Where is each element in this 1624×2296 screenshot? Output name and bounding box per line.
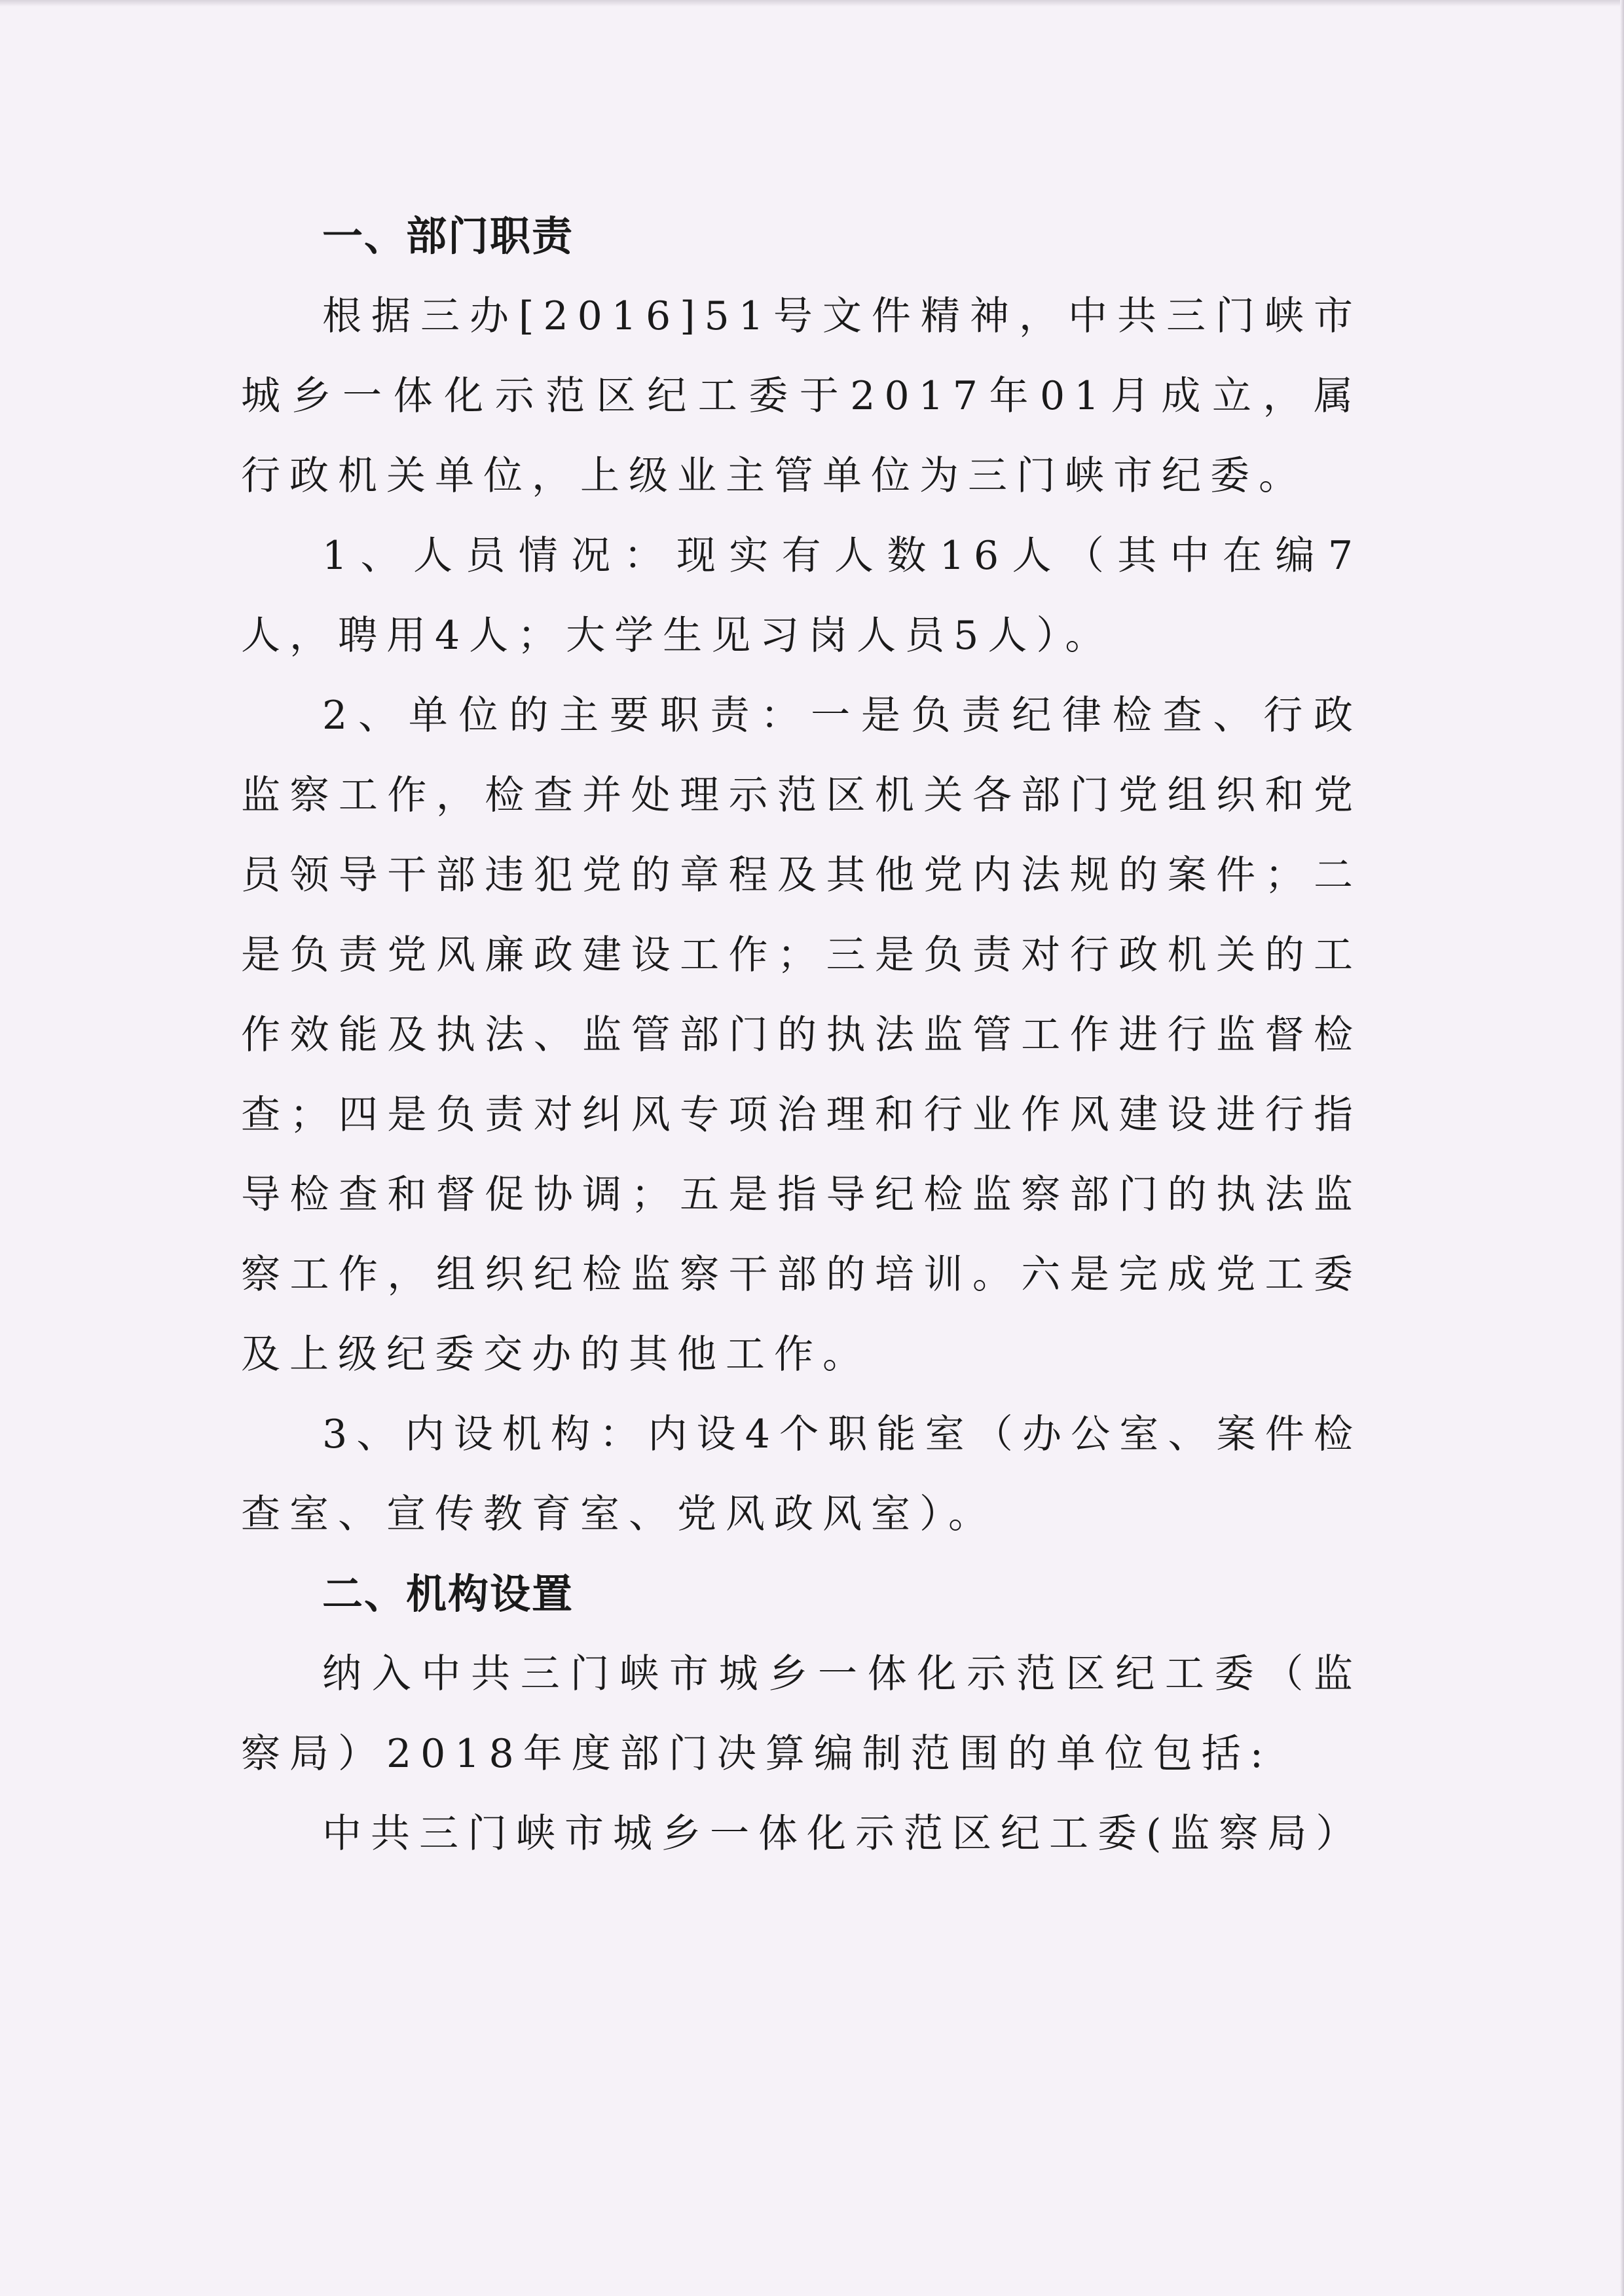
scan-edge-right bbox=[1620, 0, 1624, 2296]
paragraph-scope: 纳入中共三门峡市城乡一体化示范区纪工委（监察局）2018年度部门决算编制范围的单位包括: bbox=[241, 1651, 1362, 1777]
document-body bbox=[241, 196, 1365, 1874]
paragraph-internal-offices: 3、内设机构：内设4个职能室（办公室、案件检查室、宣传教育室、党风政风室）。 bbox=[241, 1412, 1362, 1537]
paragraph-staffing: 1、人员情况：现实有人数16人（其中在编7人，聘用4人；大学生见习岗人员5人）。 bbox=[241, 533, 1362, 659]
scan-edge-top bbox=[0, 0, 1624, 7]
section-heading-organization: 二、机构设置 bbox=[322, 1570, 574, 1618]
paragraph-unit-name: 中共三门峡市城乡一体化示范区纪工委(监察局） bbox=[322, 1811, 1365, 1857]
paragraph-establishment: 根据三办[2016]51号文件精神，中共三门峡市城乡一体化示范区纪工委于2017年01月成立，属行政机关单位，上级业主管单位为三门峡市纪委。 bbox=[241, 293, 1362, 499]
paragraph-main-duties: 2、单位的主要职责：一是负责纪律检查、行政监察工作，检查并处理示范区机关各部门党组织和党员领导干部违犯党的章程及其他党内法规的案件；二是负责党风廉政建设工作；三是负责对行政机关的工作效能及执法、监管部门的执法监管工作进行监督检查；四是负责对纠风专项治理和行业作风建设进行指导检查和督促协调；五是指导纪检监察部门的执法监察工作，组织纪检监察干部的培训。六是完成党工委及上级纪委交办的其他工作。 bbox=[241, 693, 1362, 1377]
section-heading-duties: 一、部门职责 bbox=[322, 212, 574, 260]
